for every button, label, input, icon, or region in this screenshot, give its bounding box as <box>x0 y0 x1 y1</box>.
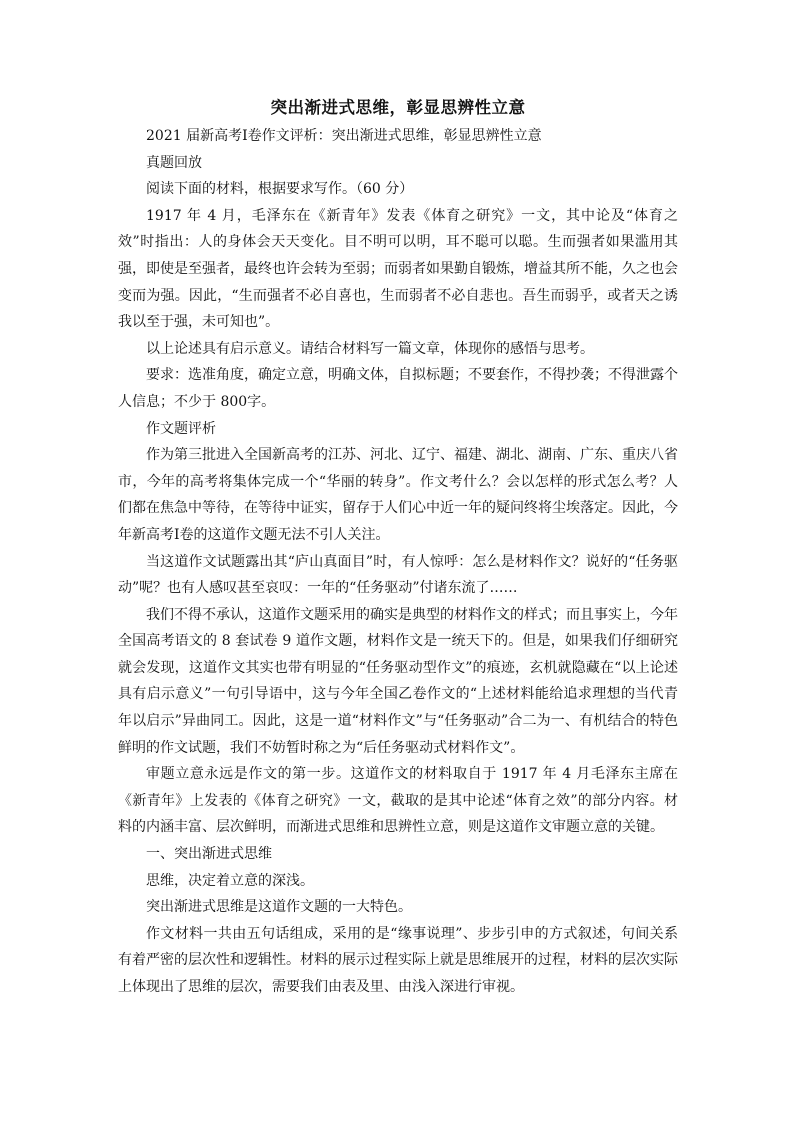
subtitle-line: 2021 届新高考Ⅰ卷作文评析：突出渐进式思维，彰显思辨性立意 <box>146 128 542 144</box>
document-title: 突出渐进式思维，彰显思辨性立意 <box>270 98 526 117</box>
material-paragraph: 1917 年 4 月，毛泽东在《新青年》发表《体育之研究》一文，其中论及“体育之效”时指出：人的身体会天天变化。目不明可以明，耳不聪可以聪。生而强者如果滥用其强，即使是至强者，最终也许会转为至弱；而弱者如果勤自锻炼，增益其所不能，久之也会变而为强。因此，“生而强者不必自喜也，生而弱者不必自悲也。吾生而弱乎，或者天之诱我以至于强，未可知也”。 <box>118 207 678 331</box>
requirements-paragraph: 要求：选准角度，确定立意，明确文体，自拟标题；不要套作，不得抄袭；不得泄露个人信息；不少于 800字。 <box>118 367 678 410</box>
analysis-paragraph-3: 我们不得不承认，这道作文题采用的确实是典型的材料作文的样式；而且事实上，今年全国高考语文的 8 套试卷 9 道作文题，材料作文是一统天下的。但是，如果我们仔细研究就会发现，这道作文其实也带有明显的“任务驱动型作文”的痕迹，玄机就隐藏在“以上论述具有启示意义”一句引导语中，这与今年全国乙卷作文的“上述材料能给追求理想的当代青年以启示”异曲同工。因此，这是一道“材料作文”与“任务驱动”合二为一、有机结合的特色鲜明的作文试题，我们不妨暂时称之为“后任务驱动式材料作文”。 <box>118 606 678 756</box>
section-heading-prompt: 真题回放 <box>146 154 202 171</box>
instruction-line: 阅读下面的材料，根据要求写作。（60 分） <box>146 181 414 198</box>
analysis-paragraph-2: 当这道作文试题露出其“庐山真面目”时，有人惊呼：怎么是材料作文？说好的“任务驱动”呢？也有人感叹甚至哀叹：一年的“任务驱动”付诸东流了…… <box>118 553 678 597</box>
analysis-paragraph-4: 审题立意永远是作文的第一步。这道作文的材料取自于 1917 年 4 月毛泽东主席在《新青年》上发表的《体育之研究》一文，截取的是其中论述“体育之效”的部分内容。材料的内涵丰富、层次鲜明，而渐进式思维和思辨性立意，则是这道作文审题立意的关键。 <box>118 766 678 836</box>
section-heading-1: 一、突出渐进式思维 <box>146 846 272 863</box>
section-heading-analysis: 作文题评析 <box>146 420 216 437</box>
document-page <box>118 95 678 1001</box>
analysis-paragraph-5: 思维，决定着立意的深浅。 <box>146 872 314 889</box>
analysis-paragraph-7: 作文材料一共由五句话组成，采用的是“缘事说理”、步步引申的方式叙述，句间关系有着严密的层次性和逻辑性。材料的展示过程实际上就是思维展开的过程，材料的层次实际上体现出了思维的层次，需要我们由表及里、由浅入深进行审视。 <box>118 925 678 995</box>
task-paragraph: 以上论述具有启示意义。请结合材料写一篇文章，体现你的感悟与思考。 <box>146 340 594 357</box>
analysis-paragraph-6: 突出渐进式思维是这道作文题的一大特色。 <box>146 899 412 916</box>
analysis-paragraph-1: 作为第三批进入全国新高考的江苏、河北、辽宁、福建、湖北、湖南、广东、重庆八省市，今年的高考将集体完成一个“华丽的转身”。作文考什么？会以怎样的形式怎么考？人们都在焦急中等待，在等待中证实，留存于人们心中近一年的疑问终将尘埃落定。因此，今年新高考Ⅰ卷的这道作文题无法不引人关注。 <box>118 447 678 543</box>
